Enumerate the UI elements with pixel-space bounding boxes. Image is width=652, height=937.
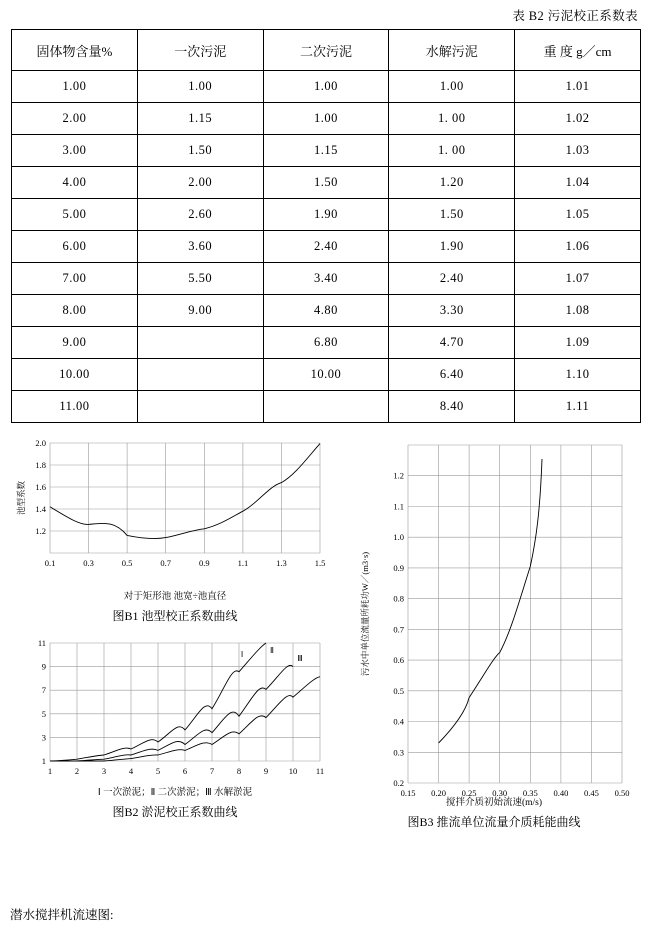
table-cell (137, 359, 263, 391)
x-tick-label: 0.9 (198, 558, 210, 568)
table-cell: 2.60 (137, 199, 263, 231)
x-tick-label: 0.35 (522, 788, 538, 798)
table-cell: 1.11 (515, 391, 641, 423)
table-cell: 1.00 (389, 71, 515, 103)
x-tick-label: 0.45 (583, 788, 599, 798)
table-caption: 表 B2 污泥校正系数表 (512, 9, 638, 23)
table-row (12, 263, 641, 295)
table-cell: 1.06 (515, 231, 641, 263)
table-cell: 9.00 (137, 295, 263, 327)
x-tick-label: 11 (315, 766, 325, 776)
table-row (12, 103, 641, 135)
table-cell: 1. 00 (389, 135, 515, 167)
table-row (12, 167, 641, 199)
data-curve (50, 444, 320, 539)
table-cell (137, 391, 263, 423)
table-body (12, 71, 641, 423)
table-header-row (12, 30, 641, 71)
x-tick-label: 0.30 (492, 788, 508, 798)
y-tick-label: 1.4 (35, 504, 46, 514)
table-cell: 1.07 (515, 263, 641, 295)
y-axis-label: 污水中单位流量所耗功W／(m3·s) (360, 551, 370, 677)
table-cell (263, 391, 389, 423)
table-cell: 6.80 (263, 327, 389, 359)
table-cell (137, 327, 263, 359)
y-tick-label: 1.8 (35, 460, 46, 470)
table-cell: 8.40 (389, 391, 515, 423)
y-tick-label: 1 (41, 756, 46, 766)
table-cell: 1.00 (263, 71, 389, 103)
y-tick-label: 0.9 (393, 562, 404, 573)
x-tick-label: 1 (47, 766, 53, 776)
table-header-cell: 一次污泥 (137, 30, 263, 71)
y-tick-label: 1.2 (393, 470, 404, 481)
table-row (12, 391, 641, 423)
x-tick-label: 1.5 (314, 558, 326, 568)
table-cell: 10.00 (12, 359, 138, 391)
table-cell: 1.00 (263, 103, 389, 135)
table-header-cell: 固体物含量% (12, 30, 138, 71)
table-cell: 4.00 (12, 167, 138, 199)
y-tick-label: 9 (41, 661, 46, 672)
y-tick-label: 0.5 (393, 685, 404, 696)
figure-b1 (10, 435, 340, 624)
table-row (12, 199, 641, 231)
x-tick-label: 3 (101, 766, 107, 776)
charts-area (10, 435, 642, 865)
y-tick-label: 1.1 (393, 501, 404, 512)
x-tick-label: 0.7 (160, 558, 172, 568)
y-tick-label: 7 (41, 685, 46, 696)
x-tick-label: 7 (209, 766, 215, 776)
figure-b2-title: 图B2 淤泥校正系数曲线 (112, 805, 238, 819)
figure-b2-xlabel: Ⅰ 一次淤泥；Ⅱ 二次淤泥；Ⅲ 水解淤泥 (97, 788, 253, 798)
table-cell: 2.00 (137, 167, 263, 199)
table-cell: 1.00 (137, 71, 263, 103)
y-tick-label: 3 (41, 732, 46, 743)
figure-b3-xlabel: 搅拌介质初始流速(m/s) (445, 798, 543, 808)
table-cell: 1.00 (12, 71, 138, 103)
table-cell: 3.40 (263, 263, 389, 295)
table-cell: 5.50 (137, 263, 263, 295)
table-cell: 2.40 (389, 263, 515, 295)
table-cell: 1. 00 (389, 103, 515, 135)
sludge-correction-table (11, 29, 641, 423)
table-row (12, 71, 641, 103)
table-cell: 3.30 (389, 295, 515, 327)
table-cell: 1.09 (515, 327, 641, 359)
table-cell: 1.20 (389, 167, 515, 199)
figure-b3 (346, 435, 642, 830)
y-tick-label: 1.0 (393, 532, 404, 543)
table-cell: 6.40 (389, 359, 515, 391)
table-header-cell: 重 度 g／cm (515, 30, 641, 71)
x-tick-label: 1.1 (237, 558, 249, 568)
table-cell: 1.50 (389, 199, 515, 231)
table-cell: 1.08 (515, 295, 641, 327)
series-label-ii: Ⅱ (270, 646, 274, 655)
y-tick-label: 5 (41, 708, 46, 719)
table-cell: 1.01 (515, 71, 641, 103)
x-tick-label: 9 (263, 766, 269, 776)
table-cell: 1.50 (263, 167, 389, 199)
table-row (12, 359, 641, 391)
x-tick-label: 0.20 (431, 788, 447, 798)
figure-b3-plot (346, 435, 642, 805)
table-cell: 4.70 (389, 327, 515, 359)
table-cell: 3.00 (12, 135, 138, 167)
table-cell: 1.02 (515, 103, 641, 135)
x-tick-label: 0.40 (553, 788, 569, 798)
y-tick-label: 0.4 (393, 716, 404, 727)
y-tick-label: 0.2 (393, 778, 404, 788)
table-cell: 1.90 (263, 199, 389, 231)
y-axis-label: 池型系数 (16, 480, 26, 516)
document-page (0, 6, 652, 937)
y-tick-label: 1.6 (35, 482, 46, 492)
table-header-cell: 二次污泥 (263, 30, 389, 71)
table-cell: 9.00 (12, 327, 138, 359)
footer-note: 潜水搅拌机流速图: (10, 908, 114, 922)
table-cell: 1.04 (515, 167, 641, 199)
series-label-i: Ⅰ (240, 650, 244, 659)
table-cell: 4.80 (263, 295, 389, 327)
y-tick-label: 0.8 (393, 593, 404, 604)
table-cell: 1.15 (263, 135, 389, 167)
x-tick-label: 8 (236, 766, 242, 776)
table-cell: 1.50 (137, 135, 263, 167)
x-tick-label: 5 (155, 766, 161, 776)
table-row (12, 327, 641, 359)
figure-b1-plot (10, 435, 340, 595)
y-tick-label: 11 (37, 638, 46, 648)
x-tick-label: 0.25 (461, 788, 477, 798)
y-tick-label: 2.0 (35, 438, 46, 448)
table-cell: 1.90 (389, 231, 515, 263)
figure-b2-plot (10, 633, 340, 793)
series-label-iii: Ⅲ (297, 654, 303, 663)
x-tick-label: 0.15 (400, 788, 416, 798)
data-curve-ii (50, 665, 293, 761)
y-tick-label: 0.3 (393, 747, 404, 758)
table-cell: 3.60 (137, 231, 263, 263)
table-row (12, 295, 641, 327)
y-tick-label: 1.2 (35, 526, 46, 536)
x-tick-label: 6 (182, 766, 188, 776)
x-tick-label: 4 (128, 766, 134, 776)
table-cell: 1.15 (137, 103, 263, 135)
figure-b1-title: 图B1 池型校正系数曲线 (112, 609, 238, 623)
table-cell: 2.00 (12, 103, 138, 135)
table-cell: 1.03 (515, 135, 641, 167)
x-tick-label: 0.3 (83, 558, 94, 568)
data-curve (439, 459, 542, 743)
x-tick-label: 0.1 (44, 558, 56, 568)
table-cell: 10.00 (263, 359, 389, 391)
figure-b3-title: 图B3 推流单位流量介质耗能曲线 (407, 815, 581, 829)
table-row (12, 135, 641, 167)
x-tick-label: 2 (74, 766, 80, 776)
table-cell: 8.00 (12, 295, 138, 327)
table-cell: 11.00 (12, 391, 138, 423)
figure-b1-xlabel: 对于矩形池 池宽÷池直径 (123, 592, 227, 602)
y-tick-label: 0.6 (393, 655, 404, 666)
figure-b2 (10, 633, 340, 820)
table-cell: 7.00 (12, 263, 138, 295)
table-header-cell: 水解污泥 (389, 30, 515, 71)
x-tick-label: 1.3 (276, 558, 287, 568)
table-cell: 5.00 (12, 199, 138, 231)
table-cell: 6.00 (12, 231, 138, 263)
x-tick-label: 0.50 (614, 788, 630, 798)
x-tick-label: 10 (288, 766, 298, 776)
y-tick-label: 0.7 (393, 624, 404, 635)
table-cell: 1.10 (515, 359, 641, 391)
table-cell: 2.40 (263, 231, 389, 263)
table-cell: 1.05 (515, 199, 641, 231)
table-row (12, 231, 641, 263)
x-tick-label: 0.5 (121, 558, 133, 568)
